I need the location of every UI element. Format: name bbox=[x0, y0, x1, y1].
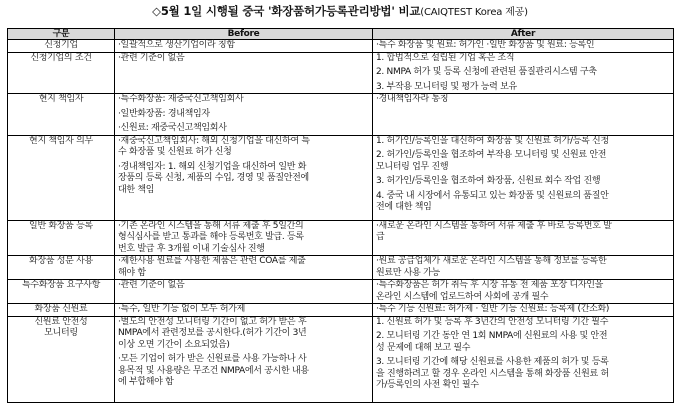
before-cell bbox=[115, 316, 373, 402]
table-header-row bbox=[8, 29, 674, 40]
after-cell bbox=[373, 52, 674, 94]
row-2-after-paragraph bbox=[376, 82, 670, 94]
row-5-before-paragraph bbox=[118, 221, 369, 256]
comparison-table bbox=[7, 28, 674, 403]
row-3-before-paragraph bbox=[118, 109, 369, 121]
table-row bbox=[8, 280, 674, 304]
before-cell bbox=[115, 94, 373, 136]
category-label: 화장품 신원료 bbox=[34, 304, 88, 314]
header-category: 구분 bbox=[8, 29, 115, 40]
row-4-after-line: 3. 허가인/등록인을 협조하여 화장품, 신원료 회수 작업 진행 bbox=[376, 176, 601, 186]
row-6-before-line: ·제한사용 원료를 사용한 제품은 관련 COA를 제출 bbox=[118, 256, 306, 266]
row-3-before-paragraph bbox=[118, 94, 369, 106]
row-4-before-line: ·재중국신고책임회사: 해외 신청기업을 대신하여 특 bbox=[118, 135, 310, 146]
category-label: 현지 책임자 의무 bbox=[29, 135, 93, 146]
row-2-after-line: 1. 합법적으로 설립된 기업 혹은 조직 bbox=[376, 52, 515, 63]
row-5-after-paragraph bbox=[376, 221, 670, 244]
row-1-after-paragraph bbox=[376, 40, 670, 52]
row-2-before-paragraph bbox=[118, 53, 369, 65]
header-after: After bbox=[373, 29, 674, 40]
row-5-before-line: 형식심사를 받고 통과를 해야 등록번호 발급. 등록 bbox=[118, 232, 304, 242]
row-9-after-line: 성 문제에 대해 보고 필수 bbox=[376, 342, 471, 353]
before-cell bbox=[115, 256, 373, 280]
table-row bbox=[8, 220, 674, 256]
row-4-after-paragraph bbox=[376, 150, 670, 173]
row-4-before-line: 수 화장품 및 신원료 허가 신청 bbox=[118, 147, 232, 157]
after-cell bbox=[373, 135, 674, 220]
row-9-after-line: 가/등록인의 사전 확인 필수 bbox=[376, 380, 479, 390]
category-cell bbox=[8, 256, 115, 280]
category-cell bbox=[8, 52, 115, 94]
row-1-before-paragraph bbox=[118, 40, 369, 52]
row-9-after-line: 을 진행하려고 할 경우 온라인 시스템을 통해 화장품 신원료 허 bbox=[376, 368, 609, 379]
table-row bbox=[8, 52, 674, 94]
row-4-after-line: 4. 중국 내 시장에서 유통되고 있는 화장품 및 신원료의 품질안 bbox=[376, 190, 609, 201]
row-2-after-paragraph bbox=[376, 67, 670, 79]
row-4-after-paragraph bbox=[376, 136, 670, 148]
after-cell bbox=[373, 40, 674, 53]
row-3-before-line: ·일반화장품: 경내책임자 bbox=[118, 108, 210, 119]
row-9-before-paragraph bbox=[118, 354, 369, 389]
table-row bbox=[8, 40, 674, 53]
row-9-before-line: ·모든 기업이 허가 받은 신원료를 사용 가능하나 사 bbox=[118, 354, 307, 364]
row-8-before-line: ·특수, 일반 기능 없이 모두 허가제 bbox=[118, 304, 246, 314]
row-4-before-line: ·경내책임자: 1. 해외 신청기업을 대신하여 일반 화 bbox=[118, 161, 307, 172]
before-cell bbox=[115, 220, 373, 256]
row-2-after-paragraph bbox=[376, 53, 670, 65]
row-4-before-paragraph bbox=[118, 136, 369, 159]
category-cell bbox=[8, 135, 115, 220]
category-cell bbox=[8, 316, 115, 402]
row-6-after-paragraph bbox=[376, 256, 670, 279]
table-row bbox=[8, 135, 674, 220]
category-label: 신원료 안전성 bbox=[34, 316, 88, 327]
row-4-after-line: 모니터링 업무 진행 bbox=[376, 161, 449, 172]
row-7-before-line: ·관련 기준이 없음 bbox=[118, 280, 185, 290]
row-1-before-line: ·일괄적으로 생산기업이라 칭함 bbox=[118, 40, 235, 50]
before-cell bbox=[115, 304, 373, 317]
before-cell bbox=[115, 135, 373, 220]
row-9-before-line: 용목적 및 사용량은 무조건 NMPA에서 공시한 내용 bbox=[118, 365, 309, 376]
row-3-after-paragraph bbox=[376, 94, 670, 106]
row-3-before-line: ·신원료: 재중국신고책임회사 bbox=[118, 123, 227, 133]
row-8-after-paragraph bbox=[376, 304, 670, 316]
before-cell bbox=[115, 40, 373, 53]
table-row bbox=[8, 304, 674, 317]
row-4-after-line: 1. 허가인/등록인을 대신하여 화장품 및 신원료 허가/등록 신청 bbox=[376, 135, 609, 146]
before-cell bbox=[115, 52, 373, 94]
row-4-after-line: 2. 허가인/등록인을 협조하여 부작용 모니터링 및 신원료 안전 bbox=[376, 150, 607, 160]
row-7-after-line: 온라인 시스템에 업로드하여 사회에 공개 필수 bbox=[376, 291, 549, 302]
after-cell bbox=[373, 220, 674, 256]
row-8-before-paragraph bbox=[118, 304, 369, 316]
category-cell bbox=[8, 220, 115, 256]
row-4-after-paragraph bbox=[376, 176, 670, 188]
category-label: 특수화장품 요구사항 bbox=[21, 280, 101, 290]
row-9-before-paragraph bbox=[118, 317, 369, 352]
table-row bbox=[8, 94, 674, 136]
after-cell bbox=[373, 316, 674, 402]
category-label: 일반 화장품 등록 bbox=[29, 220, 93, 231]
row-5-after-line: ·새로운 온라인 시스템을 통하여 서류 제출 후 바로 등록번호 발 bbox=[376, 220, 612, 231]
category-label: 화장품 성분 사용 bbox=[29, 256, 93, 266]
row-4-after-line: 전에 대한 책임 bbox=[376, 202, 432, 212]
row-1-after-line: ·특수 화장품 및 원료: 허가인 ·일반 화장품 및 원료: 등록인 bbox=[376, 40, 595, 50]
category-cell bbox=[8, 40, 115, 53]
row-5-after-line: 급 bbox=[376, 232, 385, 242]
title-source: (CAIQTEST Korea 제공) bbox=[420, 7, 528, 18]
row-7-before-paragraph bbox=[118, 280, 369, 292]
row-5-before-line: ·기존 온라인 시스템을 통해 서류 제출 후 5일간의 bbox=[118, 220, 304, 231]
before-cell bbox=[115, 280, 373, 304]
row-5-before-line: 번호 발급 후 3개월 이내 기술심사 진행 bbox=[118, 243, 265, 254]
row-9-before-line: NMPA에서 관련정보를 공시한다.(허가 기간이 3년 bbox=[118, 328, 307, 338]
category-label: 모니터링 bbox=[44, 328, 78, 338]
row-9-after-line: 2. 모니터링 기간 동안 연 1회 NMPA에 신원료의 사용 및 안전 bbox=[376, 331, 608, 341]
table-row bbox=[8, 316, 674, 402]
row-4-before-paragraph bbox=[118, 162, 369, 197]
row-2-after-line: 2. NMPA 허가 및 등록 신청에 관련된 품질관리시스템 구축 bbox=[376, 67, 597, 77]
row-9-after-paragraph bbox=[376, 331, 670, 354]
row-3-after-line: ·경내책임자라 통칭 bbox=[376, 94, 449, 104]
row-2-before-line: ·관련 기준이 없음 bbox=[118, 52, 185, 63]
row-9-after-paragraph bbox=[376, 317, 670, 329]
row-9-before-line: ·별도의 안전성 모니터링 기간이 없고 허가 받은 후 bbox=[118, 316, 307, 327]
category-cell bbox=[8, 304, 115, 317]
row-6-before-line: 해야 함 bbox=[118, 267, 146, 278]
row-2-after-line: 3. 부작용 모니터링 및 평가 능력 보유 bbox=[376, 81, 517, 92]
row-6-before-paragraph bbox=[118, 256, 369, 279]
row-4-after-paragraph bbox=[376, 191, 670, 214]
row-3-before-line: ·특수화장품: 재중국신고책임회사 bbox=[118, 94, 244, 104]
after-cell bbox=[373, 256, 674, 280]
row-9-after-line: 1. 신원료 허가 및 등록 후 3년간의 안전성 모니터링 기간 필수 bbox=[376, 316, 609, 327]
table-row bbox=[8, 256, 674, 280]
row-9-before-line: 에 부합해야 함 bbox=[118, 377, 174, 387]
row-7-after-line: ·특수화장품은 허가 취득 후 시장 유통 전 제품 포장 디자인을 bbox=[376, 280, 604, 290]
after-cell bbox=[373, 304, 674, 317]
row-9-before-line: 이상 오면 기간이 소요되었음) bbox=[118, 339, 230, 350]
row-9-after-paragraph bbox=[376, 357, 670, 392]
row-7-after-paragraph bbox=[376, 280, 670, 303]
row-3-before-paragraph bbox=[118, 123, 369, 135]
category-label: 신청기업의 조건 bbox=[30, 52, 92, 63]
table-body bbox=[8, 40, 674, 403]
category-cell bbox=[8, 94, 115, 136]
row-6-after-line: 원료만 사용 가능 bbox=[376, 267, 440, 278]
after-cell bbox=[373, 94, 674, 136]
category-label: 현지 책임자 bbox=[38, 94, 84, 104]
row-6-after-line: ·원료 공급업체가 새로운 온라인 시스템을 통해 정보를 등록한 bbox=[376, 256, 607, 266]
after-cell bbox=[373, 280, 674, 304]
header-before: Before bbox=[115, 29, 373, 40]
category-cell bbox=[8, 280, 115, 304]
row-4-before-line: 장품의 등록 신청, 제품의 수입, 경영 및 품질안전에 bbox=[118, 173, 309, 183]
category-label: 신청기업 bbox=[44, 40, 78, 50]
title-main: ◇5월 1일 시행될 중국 '화장품허가등록관리방법' 비교 bbox=[152, 4, 421, 18]
row-9-after-line: 3. 모니터링 기간에 해당 신원료를 사용한 제품의 허가 및 등록 bbox=[376, 357, 609, 367]
document-title bbox=[0, 3, 680, 19]
row-8-after-line: ·특수 기능 신원료: 허가제 · 일반 기능 신원료: 등록제 (간소화) bbox=[376, 304, 610, 314]
row-4-before-line: 대한 책임 bbox=[118, 184, 155, 195]
